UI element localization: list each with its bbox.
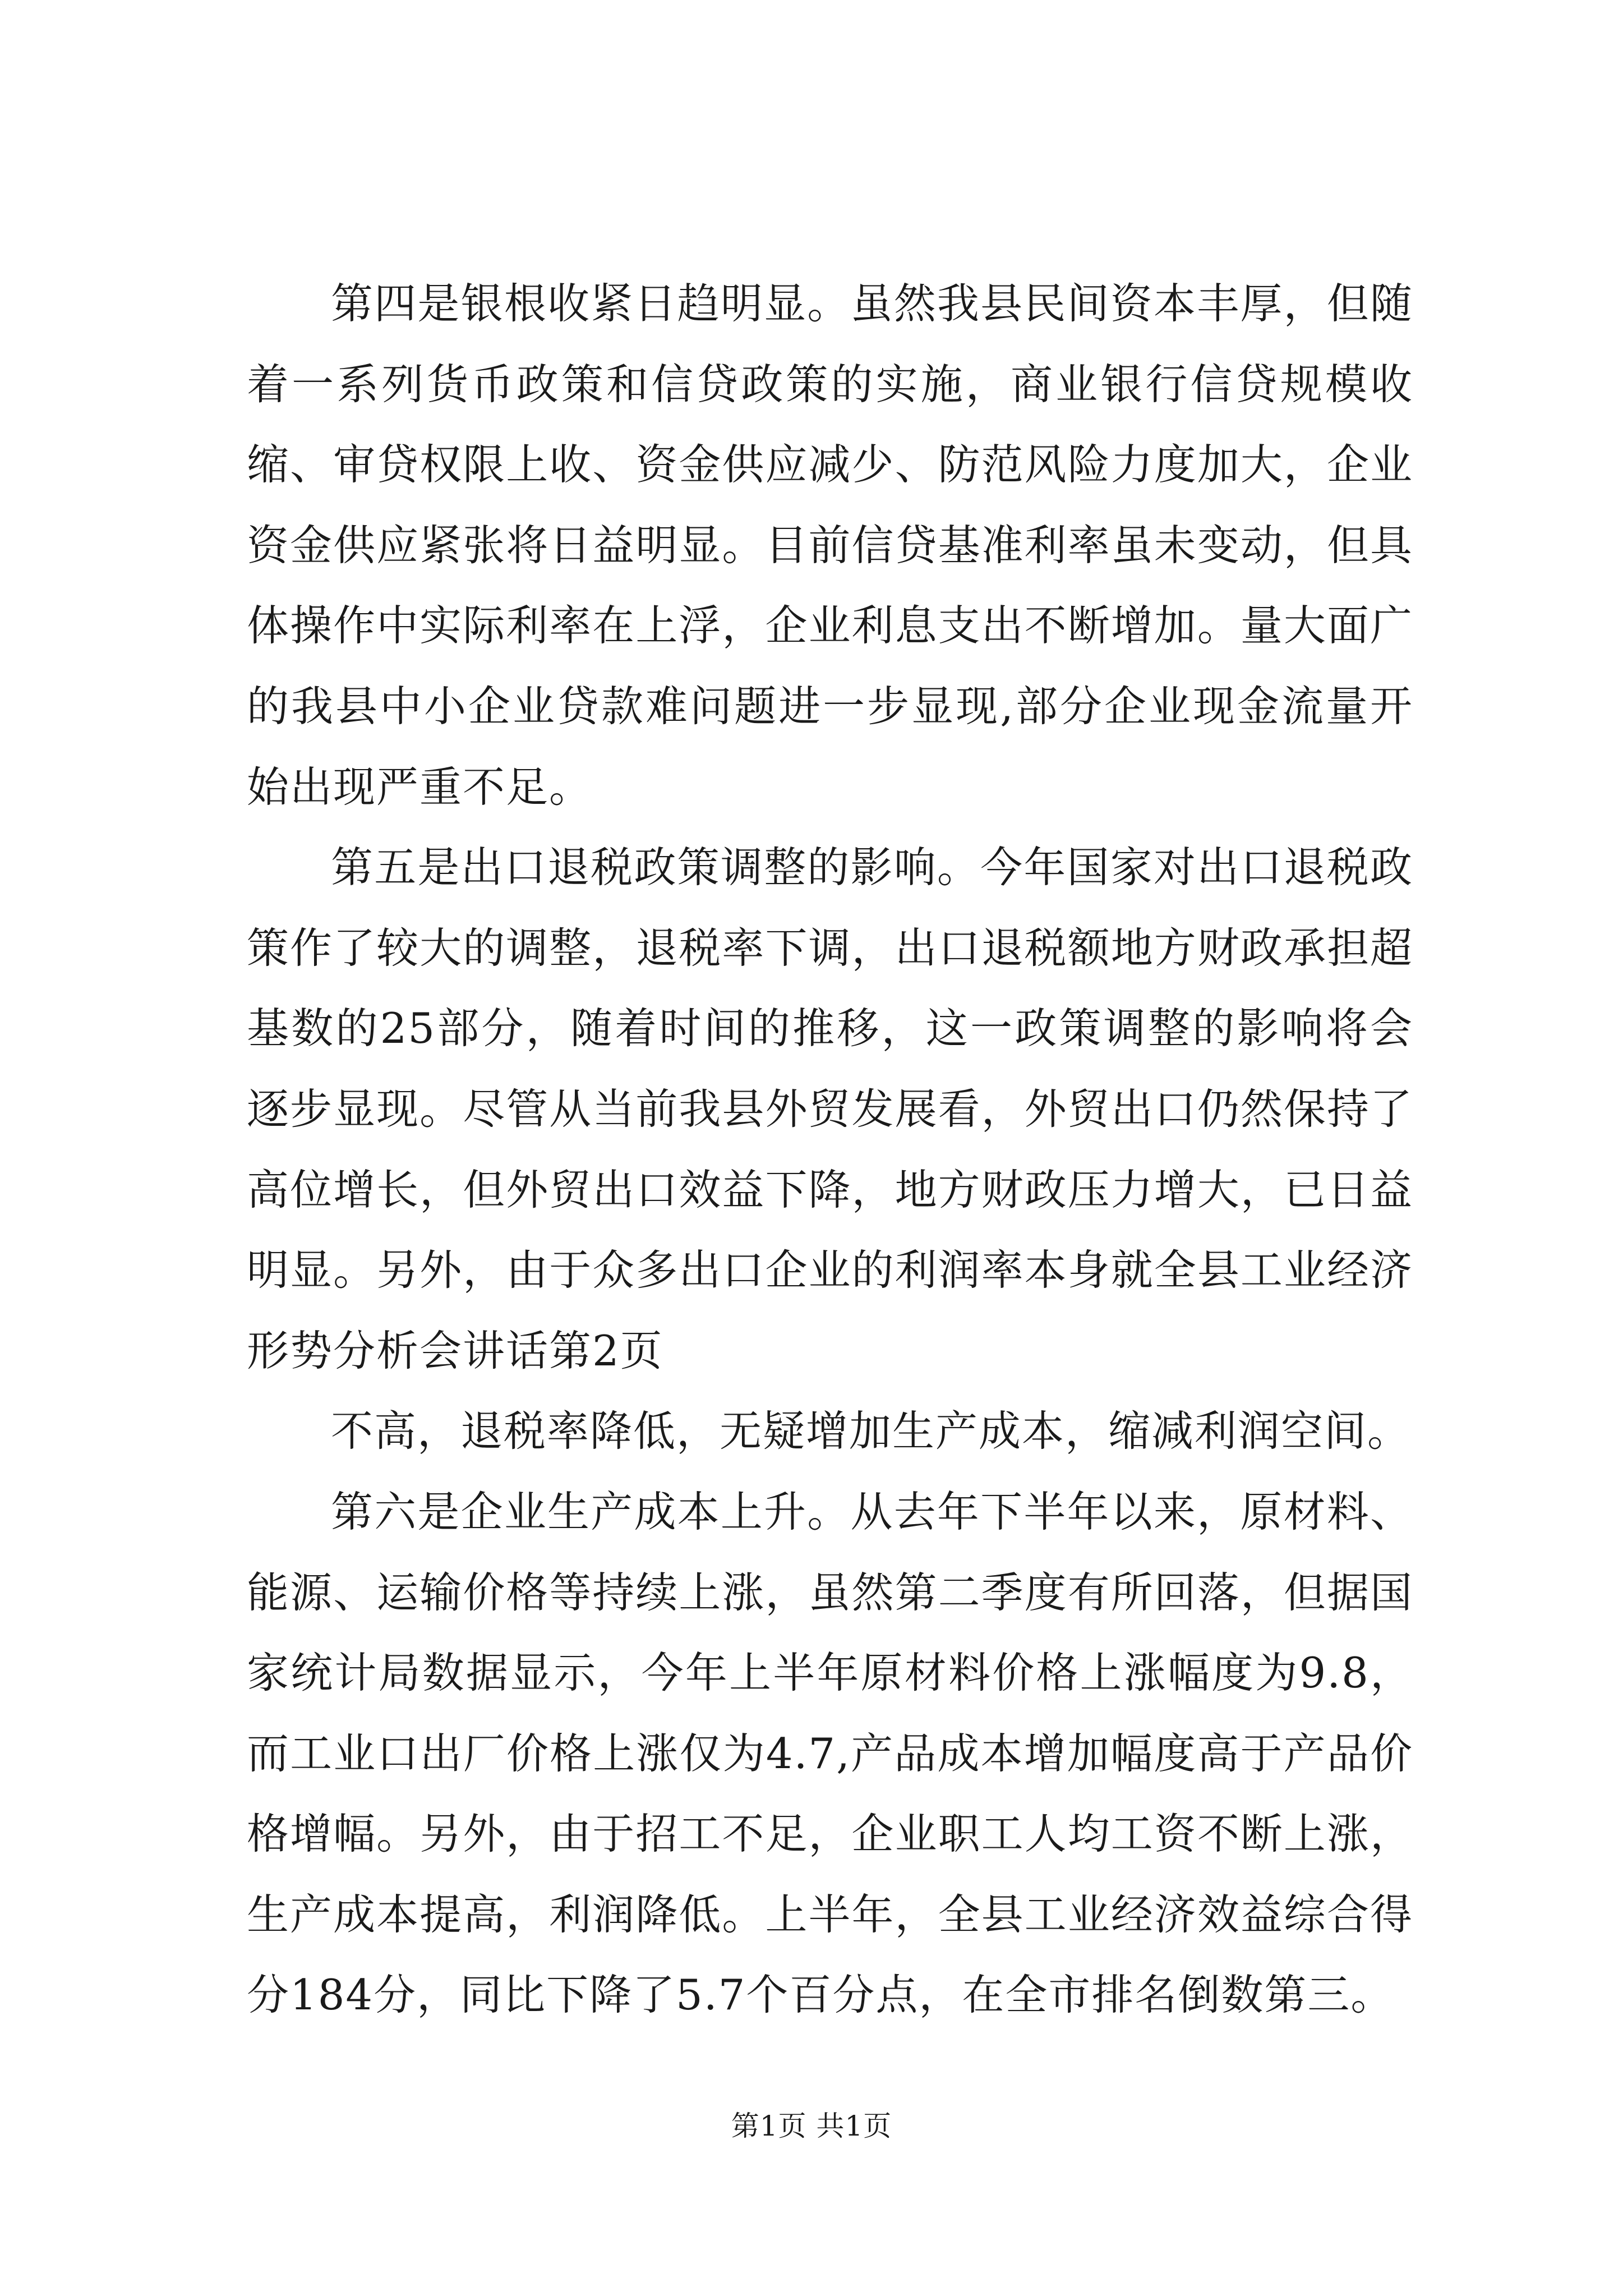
paragraph-bank-credit-tightening: 第四是银根收紧日趋明显。虽然我县民间资本丰厚，但随着一系列货币政策和信贷政策的实施，商业银行信贷规模收缩、审贷权限上收、资金供应减少、防范风险力度加大，企业资金供应紧张将日益明显。目前信贷基准利率虽未变动，但具体操作中实际利率在上浮，企业利息支出不断增加。量大面广的我县中小企业贷款难问题进一步显现,部分企业现金流量开始出现严重不足。: [247, 279, 1413, 812]
document-body: [247, 264, 1413, 2036]
paragraph-continuation: 不高，退税率降低，无疑增加生产成本，缩减利润空间。: [331, 1406, 1411, 1456]
page-number-footer: 第1页 共1页: [731, 2110, 892, 2142]
paragraph-export-tax-rebate: 第五是出口退税政策调整的影响。今年国家对出口退税政策作了较大的调整，退税率下调，出口退税额地方财政承担超基数的25部分，随着时间的推移，这一政策调整的影响将会逐步显现。尽管从当前我县外贸发展看，外贸出口仍然保持了高位增长，但外贸出口效益下降，地方财政压力增大，已日益明显。另外，由于众多出口企业的利润率本身就全县工业经济形势分析会讲话第2页: [247, 843, 1413, 1375]
paragraph-production-costs: 第六是企业生产成本上升。从去年下半年以来，原材料、能源、运输价格等持续上涨，虽然第二季度有所回落，但据国家统计局数据显示，今年上半年原材料价格上涨幅度为9.8，而工业口出厂价格上涨仅为4.7,产品成本增加幅度高于产品价格增幅。另外，由于招工不足，企业职工人均工资不断上涨，生产成本提高，利润降低。上半年，全县工业经济效益综合得分184分，同比下降了5.7个百分点，在全市排名倒数第三。: [247, 1487, 1413, 2020]
